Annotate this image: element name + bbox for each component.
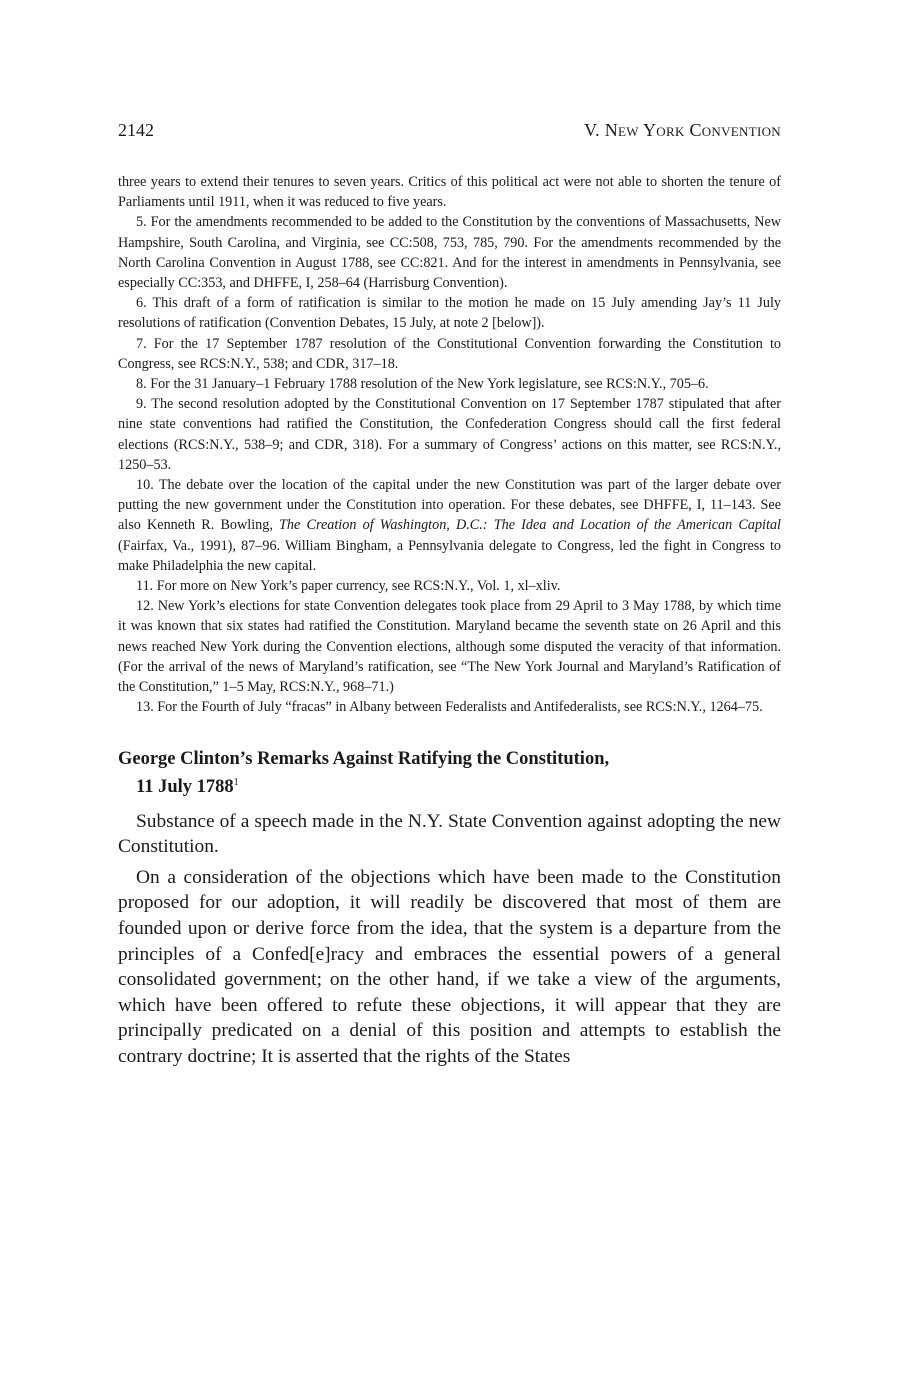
heading-date: 11 July 1788 xyxy=(136,777,234,798)
note-5: 5. For the amendments recommended to be added to the Constitution by the conventions of Massachusetts, New Hampshire, South Carolina, and Virginia, see CC:508, 753, 785, 790. For the amendments recommended by the North Carolina Convention in August 1788, see CC:821. And for the interest in amendments in Pennsylvania, see especially CC:353, and DHFFE, I, 258–64 (Harrisburg Convention). xyxy=(118,214,781,292)
page-number: 2142 xyxy=(118,120,154,140)
body-paragraph-1: Substance of a speech made in the N.Y. State Convention against adopting the new Constitution. xyxy=(118,810,781,858)
page xyxy=(118,120,781,1070)
note-7: 7. For the 17 September 1787 resolution of the Constitutional Convention forwarding the Constitution to Congress, see RCS:N.Y., 538; and CDR, 317–18. xyxy=(118,335,781,372)
note-11: 11. For more on New York’s paper currency, see RCS:N.Y., Vol. 1, xl–xliv. xyxy=(136,578,561,595)
note-10-text-b: (Fairfax, Va., 1991), 87–96. William Bingham, a Pennsylvania delegate to Congress, led the fight in Congress to make Philadelphia the new capital. xyxy=(118,537,781,574)
note-10-book-title: The Creation of Washington, D.C.: The Idea and Location of the American Capital xyxy=(279,517,781,534)
note-12: 12. New York’s elections for state Convention delegates took place from 29 April to 3 May 1788, by which time it was known that six states had ratified the Constitution. Maryland became the seventh state on 26 April and this news reached New York during the Convention elections, although some disputed the veracity of that information. (For the arrival of the news of Maryland’s ratification, see “The New York Journal and Maryland’s Ratification of the Constitution,” 1–5 May, RCS:N.Y., 968–71.) xyxy=(118,598,781,696)
note-9: 9. The second resolution adopted by the Constitutional Convention on 17 September 1787 stipulated that after nine state conventions had ratified the Constitution, the Confederation Congress should call the first federal elections (RCS:N.Y., 538–9; and CDR, 318). For a summary of Congress’ actions on this matter, see RCS:N.Y., 1250–53. xyxy=(118,396,781,473)
body-paragraph-2: On a consideration of the objections which have been made to the Constitution proposed for our adoption, it will readily be discovered that most of them are founded upon or derive force from the idea, that the system is a departure from the principles of a Confed[e]racy and embraces the essential powers of a general consolidated government; on the other hand, if we take a view of the arguments, which have been offered to refute these objections, it will appear that they are principally predicated on a denial of this position and attempts to establish the contrary doctrine; It is asserted that the rights of the States xyxy=(118,866,781,1067)
note-continuation: three years to extend their tenures to seven years. Critics of this political act were not able to shorten the tenure of Parliaments until 1911, when it was reduced to five years. xyxy=(118,174,781,211)
section-title: V. New York Convention xyxy=(584,120,781,140)
running-head xyxy=(118,120,781,150)
footnotes xyxy=(118,172,781,717)
note-8: 8. For the 31 January–1 February 1788 resolution of the New York legislature, see RCS:N.Y., 705–6. xyxy=(136,376,709,393)
note-10-text-a: 10. The debate over the location of the capital under the new Constitution was part of the larger debate over putting the new government under the Constitution into operation. For these debates, see DHFFE, I, 11–143. See also Kenneth R. Bowling, xyxy=(118,477,781,534)
note-10 xyxy=(118,475,781,576)
note-6: 6. This draft of a form of ratification is similar to the motion he made on 15 July amending Jay’s 11 July resolutions of ratification (Convention Debates, 15 July, at note 2 [below]). xyxy=(118,295,781,332)
note-13: 13. For the Fourth of July “fracas” in Albany between Federalists and Antifederalists, see RCS:N.Y., 1264–75. xyxy=(136,699,763,716)
document-body xyxy=(118,809,781,1070)
heading-line-1: George Clinton’s Remarks Against Ratifying the Constitution, xyxy=(118,749,610,770)
document-heading xyxy=(118,747,781,799)
heading-note-ref: 1 xyxy=(233,777,239,789)
heading-line-2 xyxy=(118,771,781,799)
